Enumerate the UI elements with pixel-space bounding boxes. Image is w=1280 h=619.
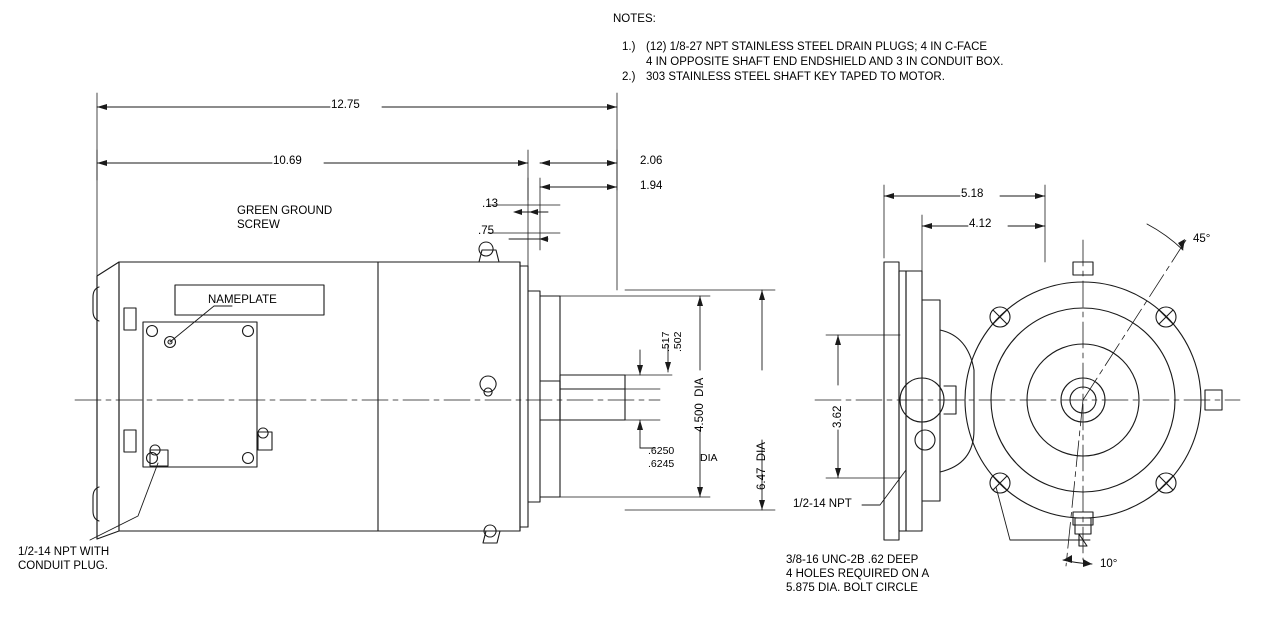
label-bolt-holes-line-2: 4 HOLES REQUIRED ON A — [786, 568, 930, 580]
dim-pilot-dia: 4.500 DIA — [694, 377, 706, 432]
label-ground-screw-line-2: SCREW — [237, 219, 280, 231]
label-conduit-npt-line-2: CONDUIT PLUG. — [18, 560, 108, 572]
label-nameplate: NAMEPLATE — [208, 294, 277, 306]
dim-face-thickness: .75 — [478, 225, 494, 237]
dim-rabbet: .13 — [482, 198, 498, 210]
dim-cface-depth: 1.94 — [640, 180, 663, 192]
note-2-number: 2.) — [622, 71, 636, 83]
dim-shaft-dia-lower: .6245 — [648, 458, 675, 470]
dim-overall-length: 12.75 — [331, 99, 360, 111]
note-1-line-2: 4 IN OPPOSITE SHAFT END ENDSHIELD AND 3 IN CONDUIT BOX. — [646, 56, 1004, 68]
dim-shaft-flat-lower: .502 — [672, 331, 684, 352]
dim-body-length: 10.69 — [273, 155, 302, 167]
dim-body-dia: 6.47 DIA — [756, 442, 768, 490]
dim-face-to-flange: 5.18 — [961, 188, 984, 200]
dim-shaft-dia-label: DIA — [700, 452, 718, 464]
dim-box-height: 3.62 — [832, 405, 844, 428]
dim-flange-depth: 4.12 — [969, 218, 992, 230]
label-ground-screw-line-1: GREEN GROUND — [237, 205, 333, 217]
note-2-line-1: 303 STAINLESS STEEL SHAFT KEY TAPED TO MOTOR. — [646, 71, 945, 83]
dim-angle-45: 45° — [1193, 233, 1211, 245]
label-bolt-holes-line-1: 3/8-16 UNC-2B .62 DEEP — [786, 554, 919, 566]
label-npt: 1/2-14 NPT — [793, 498, 852, 510]
dim-shaft-flat-upper: .517 — [660, 331, 672, 352]
dim-angle-10: 10° — [1100, 558, 1118, 570]
dim-shaft-dia-upper: .6250 — [648, 445, 675, 457]
label-bolt-holes-line-3: 5.875 DIA. BOLT CIRCLE — [786, 582, 918, 594]
note-1-line-1: (12) 1/8-27 NPT STAINLESS STEEL DRAIN PLUGS; 4 IN C-FACE — [646, 41, 988, 53]
notes-heading: NOTES: — [613, 13, 656, 25]
label-conduit-npt-line-1: 1/2-14 NPT WITH — [18, 546, 110, 558]
note-1-number: 1.) — [622, 41, 636, 53]
dim-cface-to-end: 2.06 — [640, 155, 663, 167]
